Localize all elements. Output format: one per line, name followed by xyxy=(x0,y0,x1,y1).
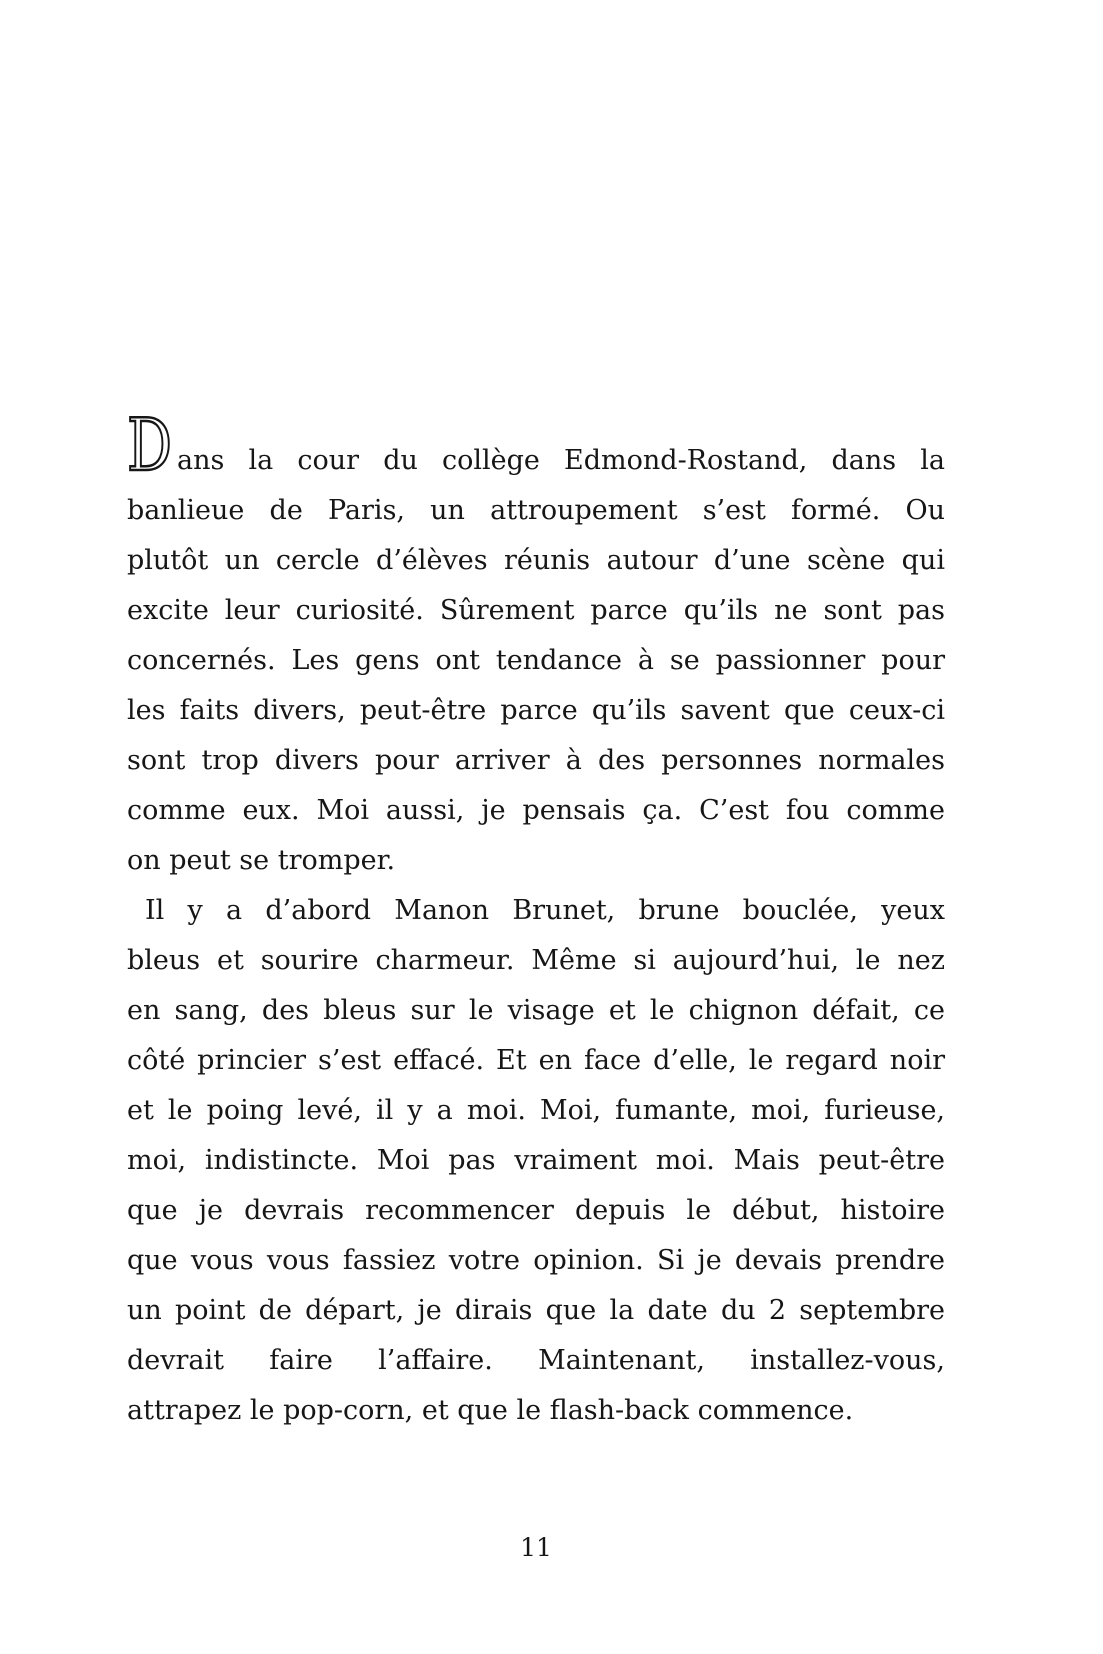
text-line: et le poing levé, il y a moi. Moi, fumante, moi, furieuse, xyxy=(127,1095,945,1126)
text-line: que je devrais recommencer depuis le début, histoire xyxy=(127,1195,945,1226)
text-line: en sang, des bleus sur le visage et le chignon défait, ce xyxy=(127,995,945,1026)
text-line: plutôt un cercle d’élèves réunis autour d’une scène qui xyxy=(127,545,945,576)
text-line: attrapez le pop-corn, et que le flash-back commence. xyxy=(127,1395,854,1426)
drop-cap: D xyxy=(127,403,173,487)
text-line: Il y a d’abord Manon Brunet, brune bouclée, yeux xyxy=(145,895,945,926)
text-line: un point de départ, je dirais que la date du 2 septembre xyxy=(127,1295,945,1326)
text-line: banlieue de Paris, un attroupement s’est formé. Ou xyxy=(127,495,945,526)
text-line: excite leur curiosité. Sûrement parce qu’ils ne sont pas xyxy=(127,595,945,626)
text-line: comme eux. Moi aussi, je pensais ça. C’est fou comme xyxy=(127,795,945,826)
text-line-content: ans la cour du collège Edmond-Rostand, dans la xyxy=(177,445,945,476)
paragraph xyxy=(127,886,945,1436)
text-line: les faits divers, peut-être parce qu’ils savent que ceux-ci xyxy=(127,695,945,726)
text-line xyxy=(127,403,945,487)
text-line: moi, indistincte. Moi pas vraiment moi. Mais peut-être xyxy=(127,1145,945,1176)
paragraph xyxy=(127,403,945,886)
text-line: sont trop divers pour arriver à des personnes normales xyxy=(127,745,945,776)
text-line: on peut se tromper. xyxy=(127,845,396,876)
text-line: côté princier s’est effacé. Et en face d’elle, le regard noir xyxy=(127,1045,945,1076)
page-number: 11 xyxy=(520,1533,552,1562)
text-line: concernés. Les gens ont tendance à se passionner pour xyxy=(127,645,945,676)
text-line: que vous vous fassiez votre opinion. Si je devais prendre xyxy=(127,1245,945,1276)
text-line: bleus et sourire charmeur. Même si aujourd’hui, le nez xyxy=(127,945,945,976)
body-text xyxy=(127,403,945,1436)
text-line: devrait faire l’affaire. Maintenant, installez-vous, xyxy=(127,1345,945,1376)
